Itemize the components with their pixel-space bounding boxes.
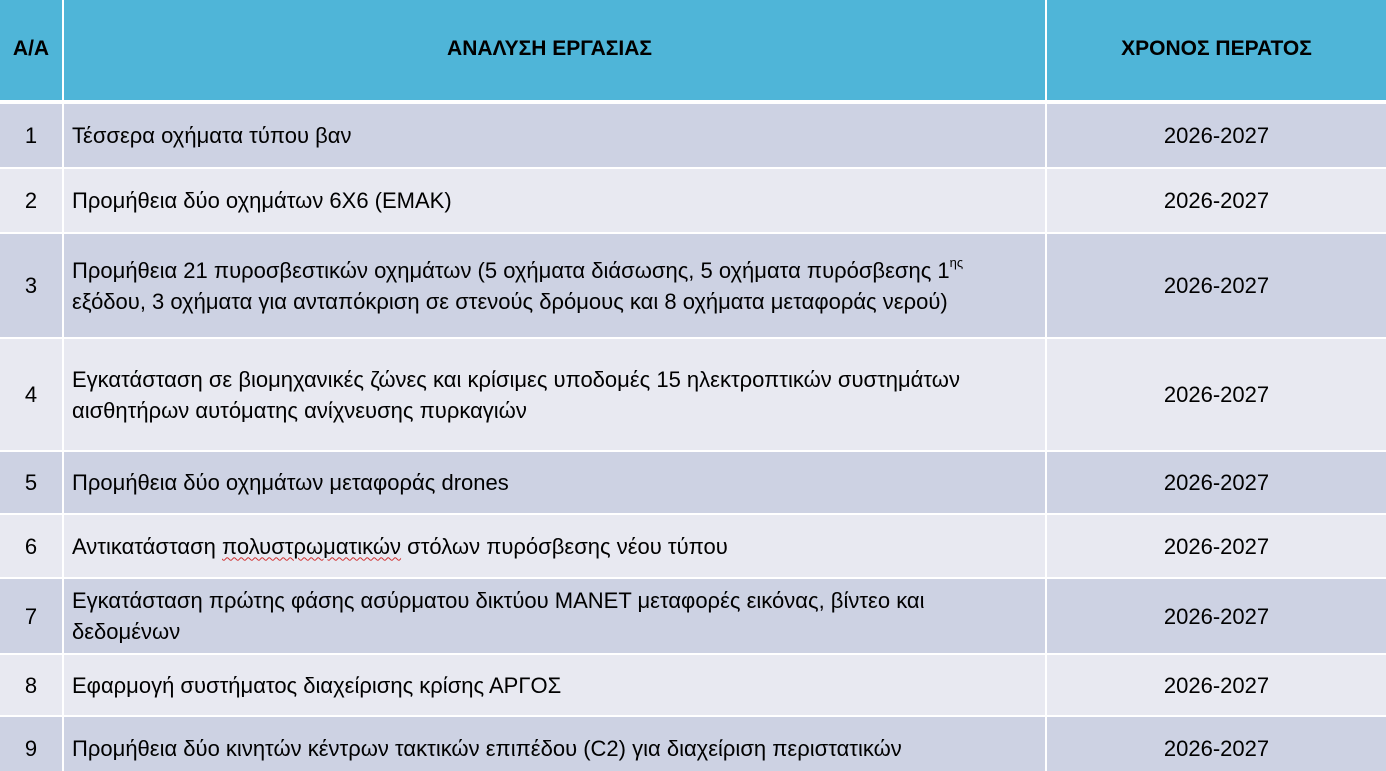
ordinal-suffix: ης (949, 255, 964, 271)
row-description: Προμήθεια δύο οχημάτων μεταφοράς drones (64, 452, 1047, 513)
row-number: 6 (0, 515, 64, 577)
table-row (0, 579, 1386, 653)
table-row (0, 104, 1386, 167)
table-row (0, 234, 1386, 337)
header-description: ΑΝΑΛΥΣΗ ΕΡΓΑΣΙΑΣ (64, 0, 1047, 100)
table-row (0, 452, 1386, 513)
table-row (0, 717, 1386, 771)
row-description (64, 515, 1047, 577)
row-number: 7 (0, 579, 64, 653)
row-number: 4 (0, 339, 64, 450)
row-description-part: στόλων πυρόσβεσης νέου τύπου (401, 533, 728, 559)
row-number: 8 (0, 655, 64, 715)
spellcheck-flagged-word: πολυστρωματικών (222, 533, 402, 559)
row-number: 9 (0, 717, 64, 771)
table-row (0, 339, 1386, 450)
header-completion-time: ΧΡΟΝΟΣ ΠΕΡΑΤΟΣ (1121, 37, 1312, 60)
row-completion-time: 2026-2027 (1163, 123, 1270, 148)
row-description (64, 234, 1047, 337)
row-description: Εγκατάσταση πρώτης φάσης ασύρματου δικτύου MANET μεταφορές εικόνας, βίντεο και δεδομένων (64, 579, 1047, 653)
header-number: Α/Α (0, 0, 64, 100)
row-completion-time: 2026-2027 (1163, 533, 1270, 559)
table-row (0, 169, 1386, 232)
row-number: 1 (0, 104, 64, 167)
table-row (0, 515, 1386, 577)
row-completion-time: 2026-2027 (1163, 470, 1270, 495)
row-completion-time: 2026-2027 (1163, 382, 1270, 407)
row-completion-time: 2026-2027 (1163, 273, 1270, 298)
row-description-part: Αντικατάσταση (72, 533, 223, 559)
row-completion-time: 2026-2027 (1163, 603, 1270, 629)
row-description-part: Προμήθεια 21 πυροσβεστικών οχημάτων (5 οχήματα διάσωσης, 5 οχήματα πυρόσβεσης 1 (72, 257, 950, 283)
row-description: Τέσσερα οχήματα τύπου βαν (64, 104, 1047, 167)
row-completion-time: 2026-2027 (1163, 735, 1270, 761)
row-completion-time: 2026-2027 (1163, 672, 1270, 698)
row-description: Προμήθεια δύο κινητών κέντρων τακτικών επιπέδου (C2) για διαχείριση περιστατικών (64, 717, 1047, 771)
row-completion-time: 2026-2027 (1163, 188, 1270, 213)
row-description-part: εξόδου, 3 οχήματα για ανταπόκριση σε στενούς δρόμους και 8 οχήματα μεταφοράς νερού) (72, 288, 948, 314)
row-number: 2 (0, 169, 64, 232)
row-number: 3 (0, 234, 64, 337)
row-number: 5 (0, 452, 64, 513)
table-header-row (0, 0, 1386, 100)
row-description: Εγκατάσταση σε βιομηχανικές ζώνες και κρίσιμες υποδομές 15 ηλεκτροπτικών συστημάτων αισθητήρων αυτόματης ανίχνευσης πυρκαγιών (64, 339, 1047, 450)
row-description: Εφαρμογή συστήματος διαχείρισης κρίσης ΑΡΓΟΣ (64, 655, 1047, 715)
row-description: Προμήθεια δύο οχημάτων 6Χ6 (ΕΜΑΚ) (64, 169, 1047, 232)
table-row (0, 655, 1386, 715)
